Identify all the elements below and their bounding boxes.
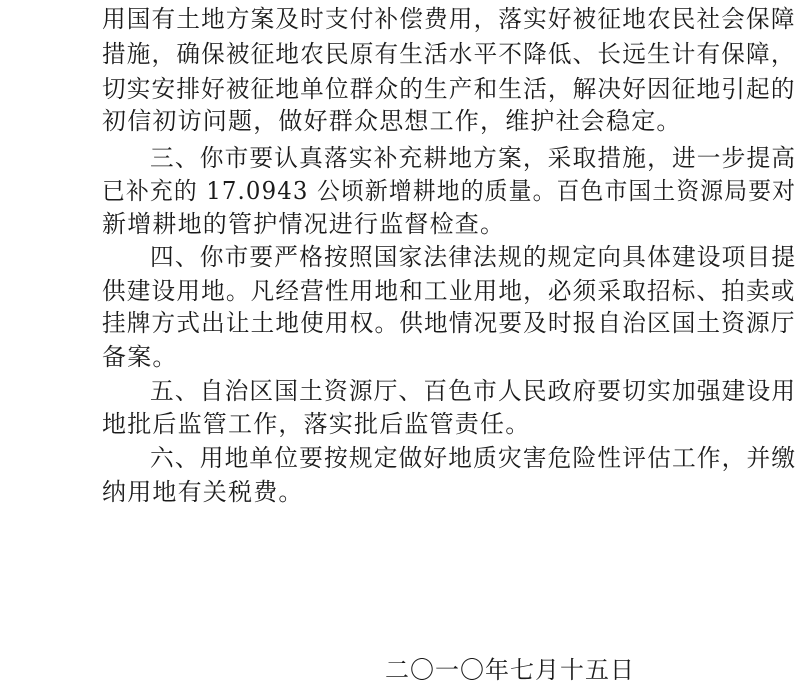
paragraph-2-line-2: 已补充的 17.0943 公顷新增耕地的质量。百色市国土资源局要对 [102,177,797,205]
paragraph-2-line-3: 新增耕地的管护情况进行监督检查。 [102,210,506,238]
paragraph-2-line-1: 三、你市要认真落实补充耕地方案，采取措施，进一步提高 [150,144,797,172]
paragraph-3-line-2: 供建设用地。凡经营性用地和工业用地，必须采取招标、拍卖或 [102,277,796,305]
paragraph-5-line-1: 六、用地单位要按规定做好地质灾害危险性评估工作，并缴 [150,444,797,472]
paragraph-4-line-1: 五、自治区国土资源厅、百色市人民政府要切实加强建设用 [150,377,797,405]
paragraph-3-line-4: 备案。 [102,343,178,371]
paragraph-3-line-3: 挂牌方式出让土地使用权。供地情况要及时报自治区国土资源厅 [102,309,796,337]
paragraph-1-line-3: 切实安排好被征地单位群众的生产和生活，解决好因征地引起的 [102,75,796,103]
paragraph-3-line-1: 四、你市要严格按照国家法律法规的规定向具体建设项目提 [150,243,797,271]
paragraph-1-line-2: 措施，确保被征地农民原有生活水平不降低、长远生计有保障， [102,40,796,68]
document-date: 二〇一〇年七月十五日 [385,656,635,684]
paragraph-4-line-2: 地批后监管工作，落实批后监管责任。 [102,410,531,438]
paragraph-5-line-2: 纳用地有关税费。 [102,478,304,506]
paragraph-1-line-4: 初信初访问题，做好群众思想工作，维护社会稳定。 [102,107,682,135]
paragraph-1-line-1: 用国有土地方案及时支付补偿费用，落实好被征地农民社会保障 [102,5,796,33]
